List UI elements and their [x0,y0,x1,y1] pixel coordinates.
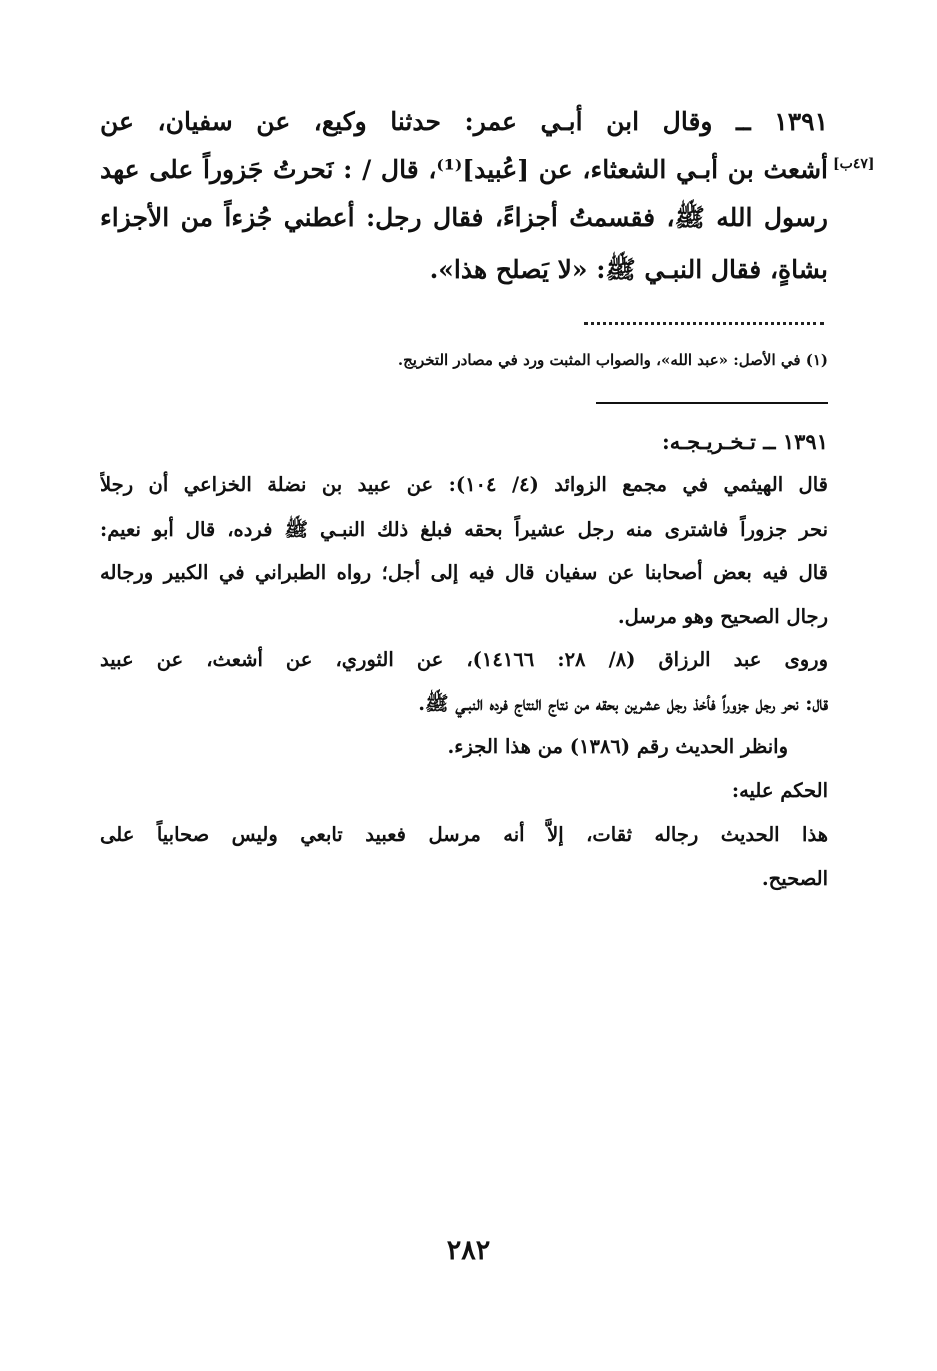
takhrij-p1-line-2: نحر جزوراً فاشترى منه رجل عشيراً بحقه فبلغ ذلك النبـي ﷺ فرده، قال أبو نعيم: [100,518,828,541]
takhrij-p3 [100,727,828,767]
ruling-line-1: هذا الحديث رجاله ثقات، إلاَّ أنه مرسل فعبيد تابعي وليس صحابياً على [100,823,828,846]
takhrij-p2-line-2: قال: نحر رجل جزوراً فأخذ رجل عشرين بحقه من نتاج النتاج فرده النبـي ﷺ. [418,692,828,715]
takhrij-p1-line-4: رجال الصحيح وهو مرسل. [617,605,828,628]
page-number: ٢٨٢ [446,1235,491,1266]
hadith-line-2: أشعث بن أبـي الشعثاء، عن [عُبيد]⁽¹⁾، قال / : نَحرتُ جَزوراً على عهد [100,155,828,184]
margin-folio-note: [٤٧ب] [833,156,875,172]
hadith-line-1: ١٣٩١ ــ وقال ابن أبـي عمر: حدثنا وكيع، عن سفيان، عن [100,107,828,136]
takhrij-heading: ١٣٩١ ــ تـخـريـجـه: [661,429,828,454]
ruling-line-2: الصحيح. [761,867,828,890]
takhrij-p3-text: وانظر الحديث رقم (١٣٨٦) من هذا الجزء. [447,735,788,758]
footnote-1: (١) في الأصل: «عبد الله»، والصواب المثبت ورد في مصادر التخريج. [397,351,828,369]
takhrij-p1-line-1: قال الهيثمي في مجمع الزوائد (٤/ ١٠٤): عن عبيد بن نضلة الخزاعي أن رجلاً [100,473,828,496]
footnote-separator [584,316,824,325]
takhrij-p1-line-3: قال فيه بعض أصحابنا عن سفيان قال فيه إلى أجل؛ رواه الطبراني في الكبير ورجاله [100,561,828,584]
ruling-heading: الحكم عليه: [731,779,828,802]
takhrij-p2-line-1: وروى عبد الرزاق (٨/ ٢٨: ١٤١٦٦)، عن الثوري، عن أشعث، عن عبيد [100,648,828,671]
hadith-line-3: رسول الله ﷺ، فقسمتُ أجزاءً، فقال رجل: أعطني جُزءاً من الأجزاء [100,203,828,232]
hadith-line-4: بشاةٍ، فقال النبـي ﷺ: «لا يَصلح هذا». [429,255,828,284]
section-divider [596,402,828,404]
